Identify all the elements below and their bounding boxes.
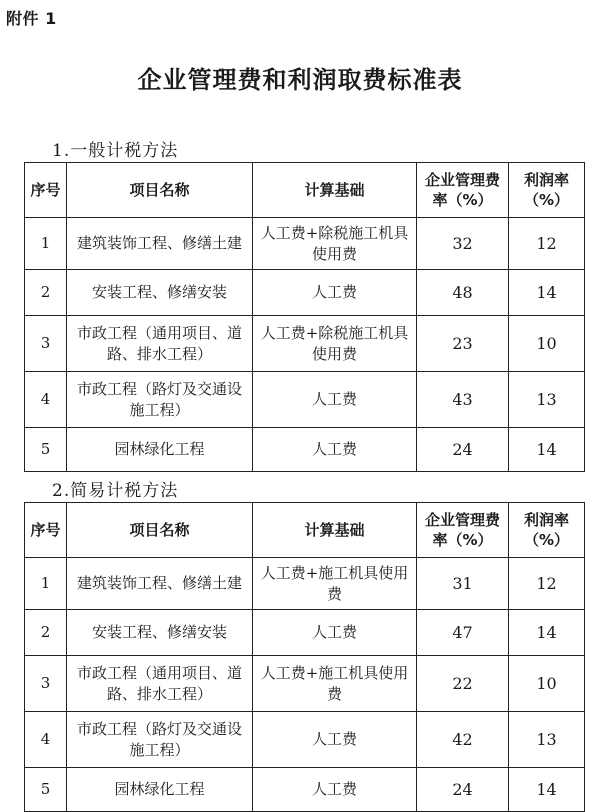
cell-name: 市政工程（路灯及交通设施工程） [67, 712, 253, 768]
cell-profit-rate: 10 [509, 316, 585, 372]
table-row [25, 712, 585, 768]
cell-seq: 5 [25, 428, 67, 472]
cell-mgmt-rate: 47 [417, 610, 509, 656]
header-base: 计算基础 [253, 503, 417, 558]
cell-seq: 3 [25, 316, 67, 372]
cell-seq: 4 [25, 372, 67, 428]
header-profit-rate: 利润率（%） [509, 503, 585, 558]
cell-mgmt-rate: 42 [417, 712, 509, 768]
cell-name: 建筑装饰工程、修缮土建 [67, 218, 253, 270]
cell-profit-rate: 14 [509, 610, 585, 656]
cell-profit-rate: 14 [509, 768, 585, 812]
cell-name: 园林绿化工程 [67, 768, 253, 812]
table-row [25, 610, 585, 656]
header-profit-rate: 利润率（%） [509, 163, 585, 218]
header-name: 项目名称 [67, 503, 253, 558]
cell-base: 人工费+施工机具使用费 [253, 656, 417, 712]
cell-name: 安装工程、修缮安装 [67, 610, 253, 656]
cell-mgmt-rate: 43 [417, 372, 509, 428]
cell-name: 市政工程（通用项目、道路、排水工程） [67, 656, 253, 712]
cell-base: 人工费 [253, 610, 417, 656]
cell-base: 人工费 [253, 712, 417, 768]
table-row [25, 428, 585, 472]
cell-name: 安装工程、修缮安装 [67, 270, 253, 316]
table-row [25, 270, 585, 316]
cell-profit-rate: 14 [509, 428, 585, 472]
cell-mgmt-rate: 22 [417, 656, 509, 712]
cell-name: 建筑装饰工程、修缮土建 [67, 558, 253, 610]
cell-base: 人工费 [253, 372, 417, 428]
cell-seq: 1 [25, 218, 67, 270]
header-name: 项目名称 [67, 163, 253, 218]
fee-table-general [24, 162, 585, 472]
table-row [25, 768, 585, 812]
header-mgmt-rate: 企业管理费率（%） [417, 503, 509, 558]
cell-profit-rate: 13 [509, 372, 585, 428]
table-row [25, 372, 585, 428]
cell-seq: 3 [25, 656, 67, 712]
cell-seq: 4 [25, 712, 67, 768]
header-seq: 序号 [25, 503, 67, 558]
table-row [25, 558, 585, 610]
cell-profit-rate: 10 [509, 656, 585, 712]
cell-mgmt-rate: 24 [417, 768, 509, 812]
cell-profit-rate: 12 [509, 558, 585, 610]
cell-mgmt-rate: 23 [417, 316, 509, 372]
header-base: 计算基础 [253, 163, 417, 218]
header-seq: 序号 [25, 163, 67, 218]
cell-base: 人工费 [253, 768, 417, 812]
cell-name: 市政工程（通用项目、道路、排水工程） [67, 316, 253, 372]
fee-table-simple [24, 502, 585, 812]
cell-mgmt-rate: 31 [417, 558, 509, 610]
table-header-row [25, 163, 585, 218]
section-title-simple: 2.简易计税方法 [52, 481, 179, 501]
cell-mgmt-rate: 48 [417, 270, 509, 316]
cell-base: 人工费 [253, 428, 417, 472]
cell-seq: 2 [25, 610, 67, 656]
section-title-general: 1.一般计税方法 [52, 141, 179, 161]
cell-seq: 5 [25, 768, 67, 812]
cell-seq: 2 [25, 270, 67, 316]
cell-base: 人工费+除税施工机具使用费 [253, 218, 417, 270]
cell-mgmt-rate: 32 [417, 218, 509, 270]
attachment-label: 附件 1 [6, 9, 57, 28]
header-mgmt-rate: 企业管理费率（%） [417, 163, 509, 218]
cell-mgmt-rate: 24 [417, 428, 509, 472]
table-header-row [25, 503, 585, 558]
cell-profit-rate: 12 [509, 218, 585, 270]
table-row [25, 218, 585, 270]
cell-name: 园林绿化工程 [67, 428, 253, 472]
cell-base: 人工费+施工机具使用费 [253, 558, 417, 610]
cell-name: 市政工程（路灯及交通设施工程） [67, 372, 253, 428]
table-row [25, 656, 585, 712]
table-row [25, 316, 585, 372]
cell-seq: 1 [25, 558, 67, 610]
cell-base: 人工费 [253, 270, 417, 316]
cell-profit-rate: 13 [509, 712, 585, 768]
document-title: 企业管理费和利润取费标准表 [137, 65, 463, 94]
cell-base: 人工费+除税施工机具使用费 [253, 316, 417, 372]
cell-profit-rate: 14 [509, 270, 585, 316]
